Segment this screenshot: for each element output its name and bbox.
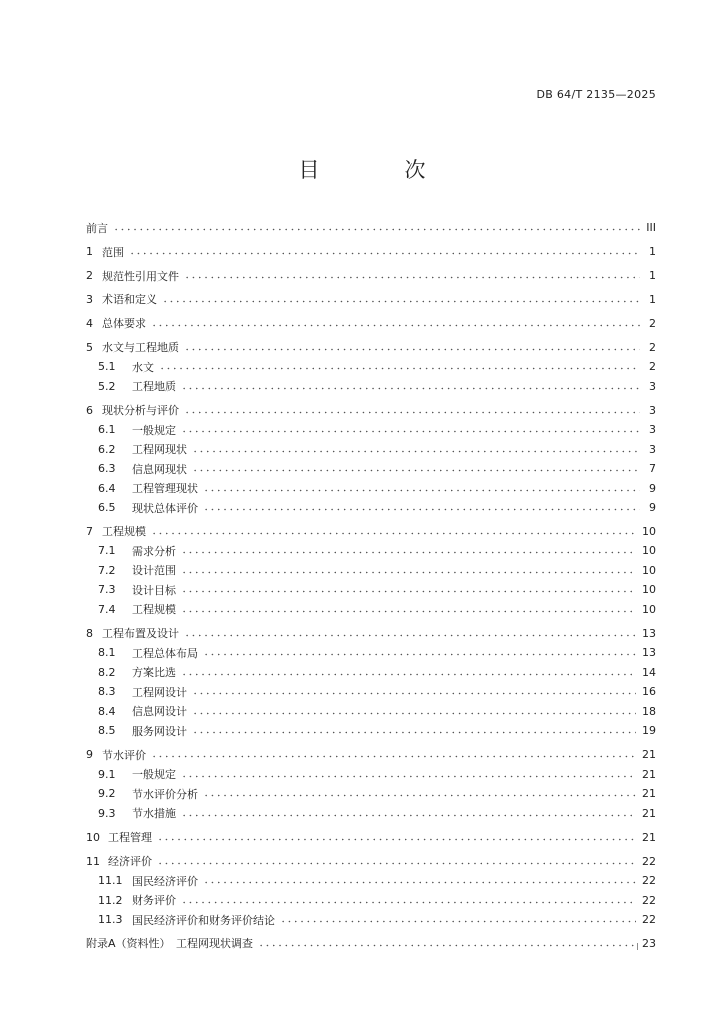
- toc-entry-number: 1: [86, 245, 93, 259]
- toc-entry-page: 13: [642, 626, 656, 640]
- toc-entry-number: 10: [86, 830, 100, 844]
- toc-entry-number: 5.2: [98, 379, 116, 393]
- toc-entry-title: 一般规定: [132, 423, 176, 437]
- toc-entry-number: 7.3: [98, 583, 116, 597]
- dot-leader: [181, 669, 636, 680]
- toc-entry-title: 范围: [102, 245, 124, 259]
- toc-entry[interactable]: [86, 218, 656, 238]
- toc-entry-number: 2: [86, 269, 93, 283]
- toc-entry-page: 16: [642, 685, 656, 699]
- toc-entry-page: 22: [642, 854, 656, 868]
- toc-entry-page: 10: [642, 524, 656, 538]
- toc-entry[interactable]: [86, 478, 656, 498]
- toc-entry-title: 水文与工程地质: [102, 341, 179, 355]
- toc-entry[interactable]: [86, 804, 656, 824]
- toc-entry-number: 8.2: [98, 665, 116, 679]
- toc-entry-title: 经济评价: [108, 855, 152, 869]
- toc-entry-number: 11.2: [98, 893, 123, 907]
- toc-entry[interactable]: [86, 439, 656, 459]
- toc-entry-number: 9.3: [98, 806, 116, 820]
- toc-entry-page: 14: [642, 665, 656, 679]
- toc-entry-page: 23: [642, 936, 656, 950]
- toc-entry[interactable]: [86, 721, 656, 741]
- toc-entry-title: 水文: [132, 360, 154, 374]
- toc-entry-page: 1: [649, 245, 656, 259]
- toc-entry[interactable]: [86, 890, 656, 910]
- dot-leader: [181, 547, 636, 558]
- toc-entry-page: 21: [642, 806, 656, 820]
- dot-leader: [203, 877, 636, 888]
- toc-entry-number: 8: [86, 626, 93, 640]
- toc-entry-number: 4: [86, 316, 93, 330]
- toc-entry-page: 10: [642, 602, 656, 616]
- toc-entry-page: 21: [642, 767, 656, 781]
- toc-entry-number: 7: [86, 524, 93, 538]
- toc-entry-number: 6.3: [98, 462, 116, 476]
- toc-entry-title: 工程管理现状: [132, 482, 198, 496]
- dot-leader: [258, 940, 636, 951]
- toc-entry-number: 7.1: [98, 544, 116, 558]
- toc-entry[interactable]: [86, 663, 656, 683]
- toc-entry[interactable]: [86, 702, 656, 722]
- toc-entry-title: 节水措施: [132, 807, 176, 821]
- dot-leader: [151, 751, 636, 762]
- toc-entry[interactable]: [86, 376, 656, 396]
- toc-entry[interactable]: [86, 745, 656, 765]
- toc-entry-title: 现状总体评价: [132, 501, 198, 515]
- toc-entry-page: 2: [649, 360, 656, 374]
- toc-entry-title: 节水评价分析: [132, 787, 198, 801]
- toc-entry-title: 工程管理: [108, 831, 152, 845]
- standard-code: DB 64/T 2135—2025: [536, 88, 656, 101]
- toc-entry[interactable]: [86, 561, 656, 581]
- dot-leader: [203, 790, 636, 801]
- toc-entry-title: 总体要求: [102, 317, 146, 331]
- toc-entry[interactable]: [86, 314, 656, 334]
- toc-entry-title: 设计范围: [132, 564, 176, 578]
- toc-entry-title: 工程网现状: [132, 443, 187, 457]
- toc-entry-page: 18: [642, 704, 656, 718]
- toc-entry-number: 5: [86, 340, 93, 354]
- toc-entry[interactable]: [86, 784, 656, 804]
- toc-entry-number: 6.5: [98, 501, 116, 515]
- dot-leader: [192, 708, 636, 719]
- toc-entry-page: 2: [649, 340, 656, 354]
- dot-leader: [184, 344, 640, 355]
- toc-entry-number: 6.2: [98, 442, 116, 456]
- toc-entry-page: 3: [649, 442, 656, 456]
- toc-entry-number: 6: [86, 403, 93, 417]
- toc-entry[interactable]: [86, 459, 656, 479]
- dot-leader: [192, 727, 636, 738]
- toc-entry-number: 11.3: [98, 913, 123, 927]
- toc-entry[interactable]: [86, 522, 656, 542]
- dot-leader: [181, 810, 636, 821]
- dot-leader: [280, 916, 636, 927]
- toc-entry-number: 8.4: [98, 704, 116, 718]
- toc-entry[interactable]: [86, 871, 656, 891]
- dot-leader: [181, 771, 636, 782]
- toc-entry-title: 财务评价: [132, 894, 176, 908]
- toc-entry-page: 3: [649, 423, 656, 437]
- toc-entry[interactable]: [86, 580, 656, 600]
- toc-entry-page: 7: [649, 462, 656, 476]
- toc-entry-title: 工程布置及设计: [102, 627, 179, 641]
- toc-entry-title: 信息网设计: [132, 705, 187, 719]
- toc-entry-title: 节水评价: [102, 748, 146, 762]
- toc-entry-page: 3: [649, 403, 656, 417]
- toc-entry[interactable]: [86, 624, 656, 644]
- toc-entry-title: 规范性引用文件: [102, 269, 179, 283]
- dot-leader: [113, 224, 640, 235]
- toc-entry-page: 22: [642, 893, 656, 907]
- toc-entry-title: 信息网现状: [132, 462, 187, 476]
- toc-title: 目 次: [298, 158, 458, 182]
- toc-entry-number: 11: [86, 854, 100, 868]
- toc-entry-page: 10: [642, 583, 656, 597]
- toc-entry-number: 9: [86, 748, 93, 762]
- toc-entry[interactable]: [86, 682, 656, 702]
- toc-entry-title: 工程规模: [102, 525, 146, 539]
- toc-entry-title: 工程地质: [132, 380, 176, 394]
- toc-entry-title: 方案比选: [132, 666, 176, 680]
- toc-entry[interactable]: [86, 290, 656, 310]
- toc-entry[interactable]: [86, 643, 656, 663]
- dot-leader: [181, 567, 636, 578]
- toc-entry-number: 6.4: [98, 481, 116, 495]
- toc-entry-page: 19: [642, 724, 656, 738]
- dot-leader: [181, 606, 636, 617]
- toc-entry-number: 7.4: [98, 602, 116, 616]
- dot-leader: [129, 248, 640, 259]
- dot-leader: [184, 407, 640, 418]
- dot-leader: [181, 897, 636, 908]
- toc-entry-title: 附录A（资料性） 工程网现状调查: [86, 937, 254, 951]
- toc-entry-number: 8.5: [98, 724, 116, 738]
- toc-entry-number: 11.1: [98, 874, 123, 888]
- toc-entry-number: 7.2: [98, 563, 116, 577]
- table-of-contents: [86, 218, 656, 953]
- toc-entry[interactable]: [86, 400, 656, 420]
- toc-entry-page: 22: [642, 913, 656, 927]
- dot-leader: [151, 320, 640, 331]
- toc-entry-page: III: [646, 221, 656, 235]
- dot-leader: [157, 834, 636, 845]
- toc-entry-title: 服务网设计: [132, 724, 187, 738]
- dot-leader: [184, 272, 640, 283]
- dot-leader: [162, 296, 640, 307]
- toc-entry[interactable]: [86, 242, 656, 262]
- toc-entry-title: 设计目标: [132, 583, 176, 597]
- toc-entry-page: 3: [649, 379, 656, 393]
- toc-entry[interactable]: [86, 498, 656, 518]
- toc-entry-title: 工程网设计: [132, 685, 187, 699]
- dot-leader: [192, 688, 636, 699]
- toc-entry[interactable]: [86, 910, 656, 930]
- toc-entry[interactable]: [86, 541, 656, 561]
- toc-entry[interactable]: [86, 337, 656, 357]
- toc-entry-number: 8.1: [98, 646, 116, 660]
- toc-entry-title: 工程规模: [132, 603, 176, 617]
- toc-entry-page: 10: [642, 563, 656, 577]
- dot-leader: [151, 528, 636, 539]
- toc-entry-number: 8.3: [98, 685, 116, 699]
- dot-leader: [203, 504, 640, 515]
- dot-leader: [159, 363, 640, 374]
- toc-entry-page: 13: [642, 646, 656, 660]
- toc-entry-title: 一般规定: [132, 768, 176, 782]
- toc-entry-title: 工程总体布局: [132, 646, 198, 660]
- toc-entry-page: 21: [642, 787, 656, 801]
- toc-entry-page: 21: [642, 748, 656, 762]
- dot-leader: [157, 858, 636, 869]
- toc-entry-page: 1: [649, 292, 656, 306]
- toc-entry[interactable]: [86, 765, 656, 785]
- toc-entry-title: 需求分析: [132, 544, 176, 558]
- toc-entry[interactable]: [86, 827, 656, 847]
- dot-leader: [181, 426, 640, 437]
- dot-leader: [203, 649, 636, 660]
- toc-entry-number: 9.2: [98, 787, 116, 801]
- toc-entry-title: 前言: [86, 221, 108, 235]
- dot-leader: [203, 485, 640, 496]
- toc-entry-page: 1: [649, 269, 656, 283]
- toc-entry[interactable]: [86, 266, 656, 286]
- toc-entry-page: 2: [649, 316, 656, 330]
- dot-leader: [184, 630, 636, 641]
- dot-leader: [192, 446, 640, 457]
- toc-entry[interactable]: [86, 420, 656, 440]
- toc-entry-title: 国民经济评价和财务评价结论: [132, 913, 275, 927]
- toc-entry-page: 9: [649, 501, 656, 515]
- dot-leader: [192, 465, 640, 476]
- toc-entry[interactable]: [86, 357, 656, 377]
- toc-entry-page: 22: [642, 874, 656, 888]
- toc-entry-title: 国民经济评价: [132, 874, 198, 888]
- toc-entry-number: 6.1: [98, 423, 116, 437]
- dot-leader: [181, 586, 636, 597]
- dot-leader: [181, 383, 640, 394]
- toc-entry-page: 10: [642, 544, 656, 558]
- toc-entry[interactable]: [86, 934, 656, 954]
- toc-entry-title: 现状分析与评价: [102, 404, 179, 418]
- toc-entry[interactable]: [86, 600, 656, 620]
- toc-entry[interactable]: [86, 851, 656, 871]
- toc-entry-page: 21: [642, 830, 656, 844]
- page-number: I: [636, 942, 639, 953]
- toc-entry-page: 9: [649, 481, 656, 495]
- toc-entry-number: 5.1: [98, 360, 116, 374]
- toc-entry-title: 术语和定义: [102, 293, 157, 307]
- toc-entry-number: 9.1: [98, 767, 116, 781]
- toc-entry-number: 3: [86, 292, 93, 306]
